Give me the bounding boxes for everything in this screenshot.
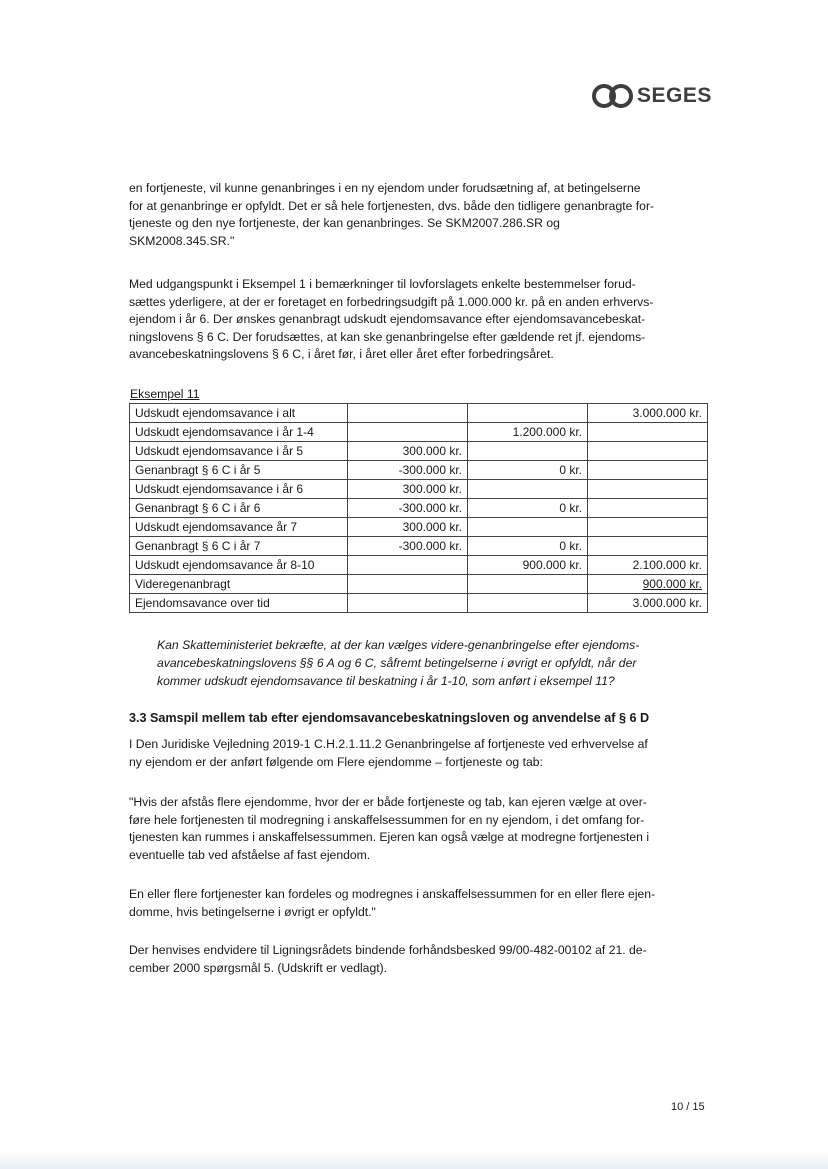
row-value-col2 (468, 404, 588, 423)
table-row (130, 423, 708, 442)
paragraph-5-quote: En eller flere fortjenester kan fordeles og modregnes i anskaffelsessummen for en eller flere ejen- domme, hvis betingelserne i øvrigt er opfyldt." (129, 887, 656, 919)
seges-logo (592, 84, 712, 108)
table-row (130, 461, 708, 480)
table-row (130, 499, 708, 518)
row-value-col1: -300.000 kr. (348, 461, 468, 480)
paragraph-4-quote: "Hvis der afstås flere ejendomme, hvor der er både fortjeneste og tab, kan ejeren vælge at over- føre hele fortjenesten til modregning i anskaffelsessummen for en ny ejendom, i det omfang for- tjenesten kan rummes i anskaffelsessummen. Ejeren kan også vælge at modregne fortjenesten i eventuelle tab ved afståelse af fast ejendom. (129, 795, 650, 862)
row-value-col3 (588, 442, 708, 461)
table-row (130, 575, 708, 594)
row-label: Udskudt ejendomsavance i år 5 (130, 442, 348, 461)
paragraph-1: en fortjeneste, vil kunne genanbringes i en ny ejendom under forudsætning af, at betingelserne for at genanbringe er opfyldt. Det er så hele fortjenesten, dvs. både den tidligere genanbragte for- tjeneste og den nye fortjeneste, der kan genanbringes. Se SKM2007.286.SR og SKM2008.345.SR." (129, 181, 655, 248)
question-text: Kan Skatteministeriet bekræfte, at der kan vælges videre-genanbringelse efter ejendoms- avancebeskatningslovens §§ 6 A og 6 C, såfremt betingelserne i øvrigt er opfyldt, når der kommer udskudt ejendomsavance til beskatning i år 1-10, som anført i eksempel 11? (157, 638, 640, 688)
row-value-col2 (468, 575, 588, 594)
row-value-col1 (348, 575, 468, 594)
table-row (130, 537, 708, 556)
row-value-col1: -300.000 kr. (348, 537, 468, 556)
scan-edge (0, 1152, 828, 1169)
table-row (130, 518, 708, 537)
row-label: Udskudt ejendomsavance i alt (130, 404, 348, 423)
row-value-col3 (588, 537, 708, 556)
section-heading: 3.3 Samspil mellem tab efter ejendomsavancebeskatningsloven og anvendelse af § 6 D (129, 711, 650, 725)
example-table (129, 403, 708, 613)
row-value-col1 (348, 556, 468, 575)
row-value-col3 (588, 499, 708, 518)
seges-rings-icon (592, 84, 634, 108)
page-number: 10 / 15 (671, 1101, 705, 1113)
row-value-col2: 0 kr. (468, 537, 588, 556)
paragraph-6: Der henvises endvidere til Ligningsrådets bindende forhåndsbesked 99/00-482-00102 af 21. de- cember 2000 spørgsmål 5. (Udskrift er vedlagt). (129, 943, 647, 975)
row-value-col1: 300.000 kr. (348, 518, 468, 537)
paragraph-2: Med udgangspunkt i Eksempel 1 i bemærkninger til lovforslagets enkelte bestemmelser forud- sættes yderligere, at der er foretaget en forbedringsudgift på 1.000.000 kr. på en anden erhvervs- ejendom i år 6. Der ønskes genanbragt udskudt ejendomsavance efter ejendomsavancebeskat- ningslovens § 6 C. Der forudsættes, at kan ske genanbringelse efter gældende ret jf. ejendoms- avancebeskatningslovens § 6 C, i året før, i året eller året efter forbedringsåret. (129, 277, 654, 362)
row-label: Udskudt ejendomsavance år 8-10 (130, 556, 348, 575)
table-row (130, 442, 708, 461)
row-value-col3: 3.000.000 kr. (588, 594, 708, 613)
row-label: Videregenanbragt (130, 575, 348, 594)
row-value-col1: 300.000 kr. (348, 480, 468, 499)
row-value-col2 (468, 442, 588, 461)
row-value-col3 (588, 518, 708, 537)
row-value-col2: 0 kr. (468, 499, 588, 518)
row-value-col1 (348, 594, 468, 613)
row-label: Genanbragt § 6 C i år 5 (130, 461, 348, 480)
row-value-col1: 300.000 kr. (348, 442, 468, 461)
row-value-col3 (588, 480, 708, 499)
row-label: Udskudt ejendomsavance år 7 (130, 518, 348, 537)
row-value-col1: -300.000 kr. (348, 499, 468, 518)
example-caption: Eksempel 11 (130, 387, 200, 401)
row-label: Ejendomsavance over tid (130, 594, 348, 613)
row-value-col2: 1.200.000 kr. (468, 423, 588, 442)
row-value-col3 (588, 423, 708, 442)
row-value-col1 (348, 423, 468, 442)
row-value-col3 (588, 575, 708, 594)
table-row (130, 556, 708, 575)
row-value-col3: 2.100.000 kr. (588, 556, 708, 575)
row-label: Genanbragt § 6 C i år 6 (130, 499, 348, 518)
row-value-col2 (468, 594, 588, 613)
logo-text: SEGES (637, 84, 712, 107)
row-value-col2 (468, 480, 588, 499)
row-label: Udskudt ejendomsavance i år 1-4 (130, 423, 348, 442)
paragraph-3: I Den Juridiske Vejledning 2019-1 C.H.2.1.11.2 Genanbringelse af fortjeneste ved erhvervelse af ny ejendom er der anført følgende om Flere ejendomme – fortjeneste og tab: (129, 737, 648, 769)
row-value-col2 (468, 518, 588, 537)
table-row (130, 480, 708, 499)
row-value-col3 (588, 461, 708, 480)
table-row (130, 404, 708, 423)
underlined-value: 900.000 kr. (642, 577, 702, 591)
row-value-col1 (348, 404, 468, 423)
row-label: Udskudt ejendomsavance i år 6 (130, 480, 348, 499)
row-label: Genanbragt § 6 C i år 7 (130, 537, 348, 556)
row-value-col3: 3.000.000 kr. (588, 404, 708, 423)
table-row (130, 594, 708, 613)
row-value-col2: 0 kr. (468, 461, 588, 480)
row-value-col2: 900.000 kr. (468, 556, 588, 575)
